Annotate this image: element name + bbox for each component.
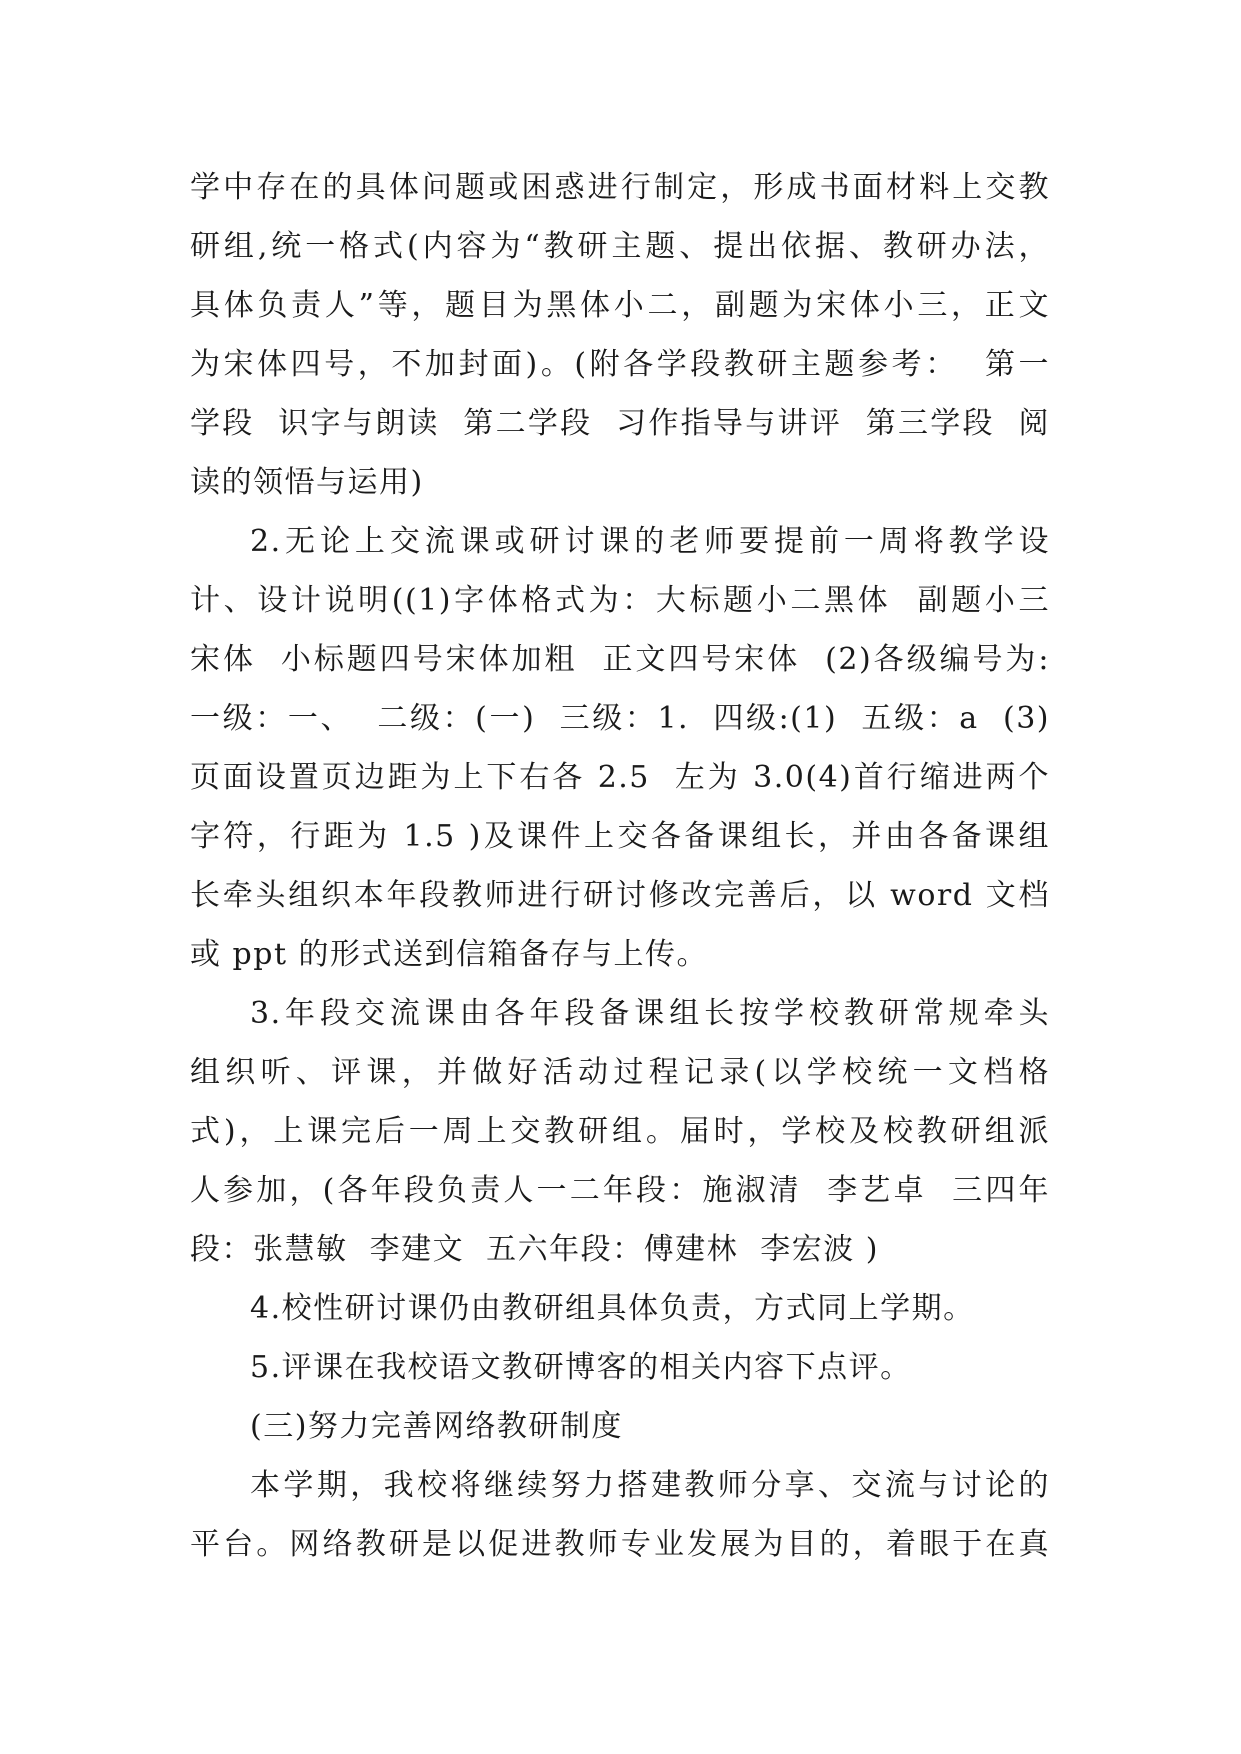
text-line: 为宋体四号，不加封面)。(附各学段教研主题参考： 第一 — [190, 347, 1050, 382]
paragraph-start-line: 3.年段交流课由各年段备课组长按学校教研常规牵头 — [250, 996, 1050, 1031]
text-line: 学段 识字与朗读 第二学段 习作指导与讲评 第三学段 阅 — [190, 406, 1050, 441]
paragraph-start-line: 4.校性研讨课仍由教研组具体负责，方式同上学期。 — [250, 1291, 975, 1326]
text-line: 式)，上课完后一周上交教研组。届时，学校及校教研组派 — [190, 1114, 1050, 1149]
section-heading: (三)努力完善网络教研制度 — [250, 1409, 623, 1444]
text-line: 字符，行距为 1.5 )及课件上交各备课组长，并由各备课组 — [190, 819, 1050, 854]
paragraph-start-line: 5.评课在我校语文教研博客的相关内容下点评。 — [250, 1350, 912, 1385]
text-line: 长牵头组织本年段教师进行研讨修改完善后，以 word 文档 — [190, 878, 1050, 913]
text-line: 页面设置页边距为上下右各 2.5 左为 3.0(4)首行缩进两个 — [190, 760, 1050, 795]
text-line: 具体负责人”等，题目为黑体小二，副题为宋体小三，正文 — [190, 288, 1050, 323]
text-line: 读的领悟与运用) — [190, 465, 424, 500]
paragraph-start-line: 本学期，我校将继续努力搭建教师分享、交流与讨论的 — [250, 1468, 1050, 1503]
text-line: 研组,统一格式(内容为“教研主题、提出依据、教研办法， — [190, 229, 1050, 264]
text-line: 学中存在的具体问题或困惑进行制定，形成书面材料上交教 — [190, 170, 1050, 205]
text-line: 计、设计说明((1)字体格式为：大标题小二黑体 副题小三 — [190, 583, 1050, 618]
paragraph-start-line: 2.无论上交流课或研讨课的老师要提前一周将教学设 — [250, 524, 1050, 559]
text-line: 段：张慧敏 李建文 五六年段：傅建林 李宏波 ) — [190, 1232, 879, 1267]
text-line: 人参加，(各年段负责人一二年段：施淑清 李艺卓 三四年 — [190, 1173, 1050, 1208]
text-line: 一级：一、 二级：(一) 三级：1. 四级:(1) 五级：a (3) — [190, 701, 1050, 736]
text-line: 组织听、评课，并做好活动过程记录(以学校统一文档格 — [190, 1055, 1050, 1090]
text-line: 宋体 小标题四号宋体加粗 正文四号宋体 (2)各级编号为: — [190, 642, 1050, 677]
text-line: 或 ppt 的形式送到信箱备存与上传。 — [190, 937, 709, 972]
text-line: 平台。网络教研是以促进教师专业发展为目的，着眼于在真 — [190, 1527, 1050, 1562]
document-body — [190, 158, 1050, 1574]
